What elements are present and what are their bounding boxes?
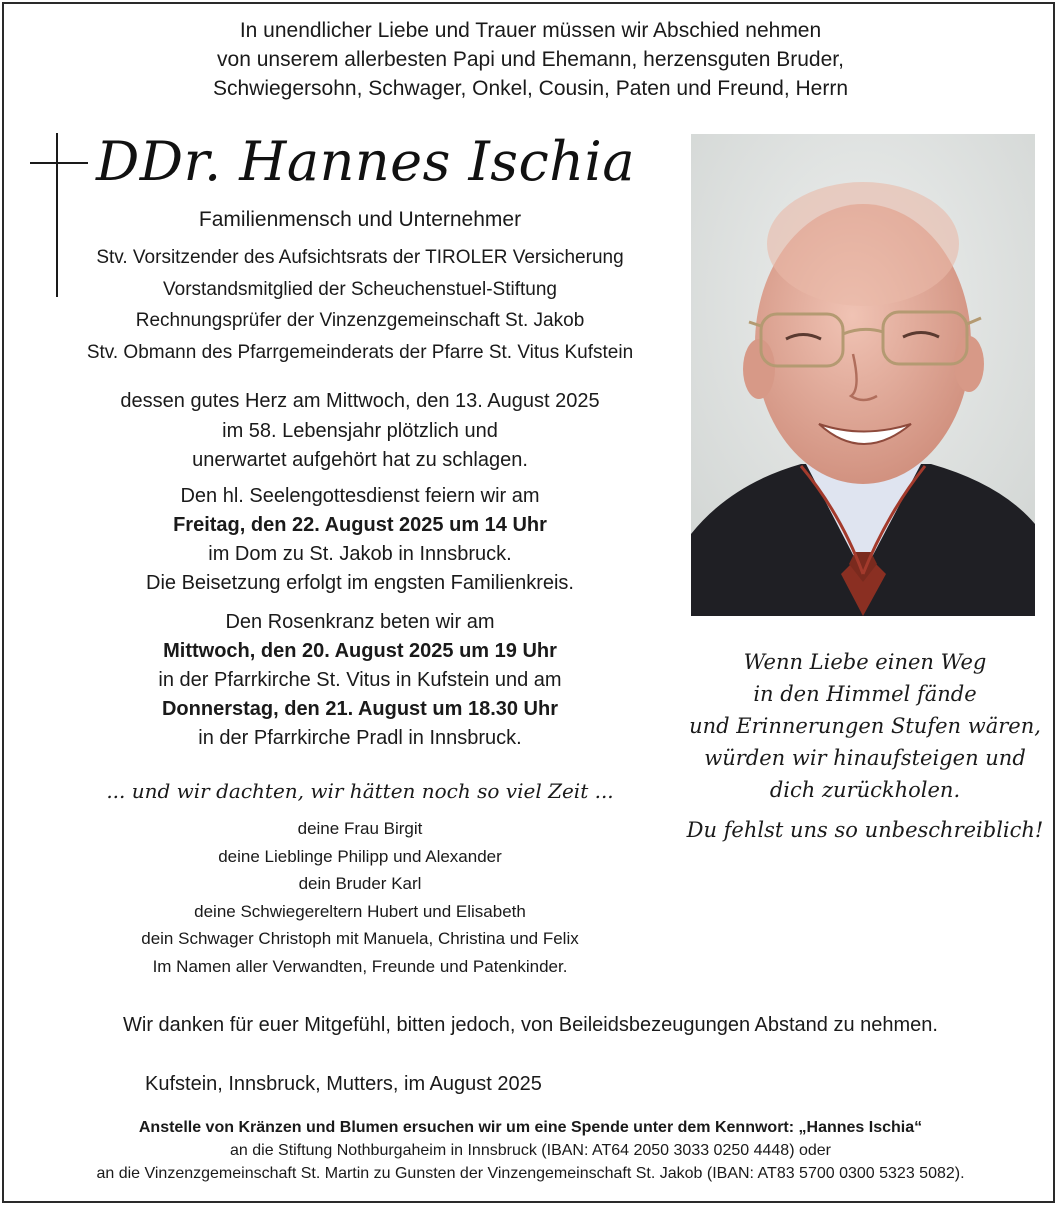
intro-line: In unendlicher Liebe und Trauer müssen wir Abschied nehmen	[239, 19, 822, 42]
rosary-date-1: Mittwoch, den 20. August 2025 um 19 Uhr	[163, 640, 557, 662]
rosary-intro: Den Rosenkranz beten wir am	[225, 611, 495, 633]
mass-info	[40, 482, 680, 598]
burial-note: Die Beisetzung erfolgt im engsten Familienkreis.	[146, 572, 574, 594]
mass-place: im Dom zu St. Jakob in Innsbruck.	[208, 543, 512, 565]
poem-line: und Erinnerungen Stufen wären,	[689, 714, 1041, 738]
intro-line: von unserem allerbesten Papi und Ehemann, herzensguten Bruder,	[217, 48, 844, 71]
poem-line: würden wir hinaufsteigen und	[704, 746, 1026, 770]
portrait-photo	[691, 134, 1035, 616]
role-item: Vorstandsmitglied der Scheuchenstuel-Stiftung	[163, 278, 557, 300]
role-item: Stv. Obmann des Pfarrgemeinderats der Pfarre St. Vitus Kufstein	[86, 341, 634, 363]
rosary-place-1: in der Pfarrkirche St. Vitus in Kufstein und am	[158, 669, 562, 691]
portrait-illustration	[691, 134, 1035, 616]
poem	[680, 646, 1050, 806]
donation-info	[0, 1116, 1061, 1185]
mourner-item: deine Lieblinge Philipp und Alexander	[218, 846, 502, 866]
mourners-list	[40, 815, 680, 981]
death-notice	[40, 387, 680, 476]
thanks-note: Wir danken für euer Mitgefühl, bitten jedoch, von Beileidsbezeugungen Abstand zu nehmen.	[123, 1014, 938, 1036]
death-line: dessen gutes Herz am Mittwoch, den 13. August 2025	[120, 390, 600, 412]
thought-quote: ... und wir dachten, wir hätten noch so viel Zeit ...	[106, 779, 614, 803]
mourner-item: deine Schwiegereltern Hubert und Elisabeth	[194, 901, 526, 921]
subtitle: Familienmensch und Unternehmer	[198, 208, 522, 231]
mourner-item: Im Namen aller Verwandten, Freunde und Patenkinder.	[152, 956, 568, 976]
donation-line-2: an die Vinzenzgemeinschaft St. Martin zu Gunsten der Vinzengemeinschaft St. Jakob (IBAN: AT83 5700 0300 5323 5082).	[96, 1165, 965, 1182]
roles-list	[40, 242, 680, 368]
intro-line: Schwiegersohn, Schwager, Onkel, Cousin, Paten und Freund, Herrn	[212, 77, 848, 100]
intro-text	[0, 16, 1061, 103]
poem-line: Wenn Liebe einen Weg	[743, 650, 987, 674]
death-line: im 58. Lebensjahr plötzlich und	[222, 419, 498, 442]
mourner-item: deine Frau Birgit	[297, 819, 423, 838]
rosary-date-2: Donnerstag, den 21. August um 18.30 Uhr	[161, 698, 558, 720]
role-item: Rechnungsprüfer der Vinzenzgemeinschaft St. Jakob	[135, 310, 585, 331]
mass-date: Freitag, den 22. August 2025 um 14 Uhr	[173, 514, 547, 536]
place-date: Kufstein, Innsbruck, Mutters, im August 2025	[145, 1073, 542, 1095]
rosary-place-2: in der Pfarrkirche Pradl in Innsbruck.	[198, 727, 522, 749]
donation-line-1: an die Stiftung Nothburgaheim in Innsbruck (IBAN: AT64 2050 3033 0250 4448) oder	[230, 1142, 831, 1159]
poem-line: in den Himmel fände	[753, 682, 977, 706]
deceased-name: DDr. Hannes Ischia	[96, 130, 636, 193]
mourner-item: dein Schwager Christoph mit Manuela, Christina und Felix	[141, 929, 579, 949]
role-item: Stv. Vorsitzender des Aufsichtsrats der TIROLER Versicherung	[96, 247, 624, 268]
poem-line: dich zurückholen.	[769, 778, 961, 802]
poem-closing: Du fehlst uns so unbeschreiblich!	[686, 818, 1044, 842]
mass-intro: Den hl. Seelengottesdienst feiern wir am	[180, 485, 540, 507]
cross-icon-bar	[30, 162, 88, 164]
death-line: unerwartet aufgehört hat zu schlagen.	[192, 449, 528, 471]
rosary-info	[40, 608, 680, 753]
donation-heading: Anstelle von Kränzen und Blumen ersuchen wir um eine Spende unter dem Kennwort: „Hannes Ischia“	[138, 1119, 923, 1136]
mourner-item: dein Bruder Karl	[298, 874, 422, 894]
